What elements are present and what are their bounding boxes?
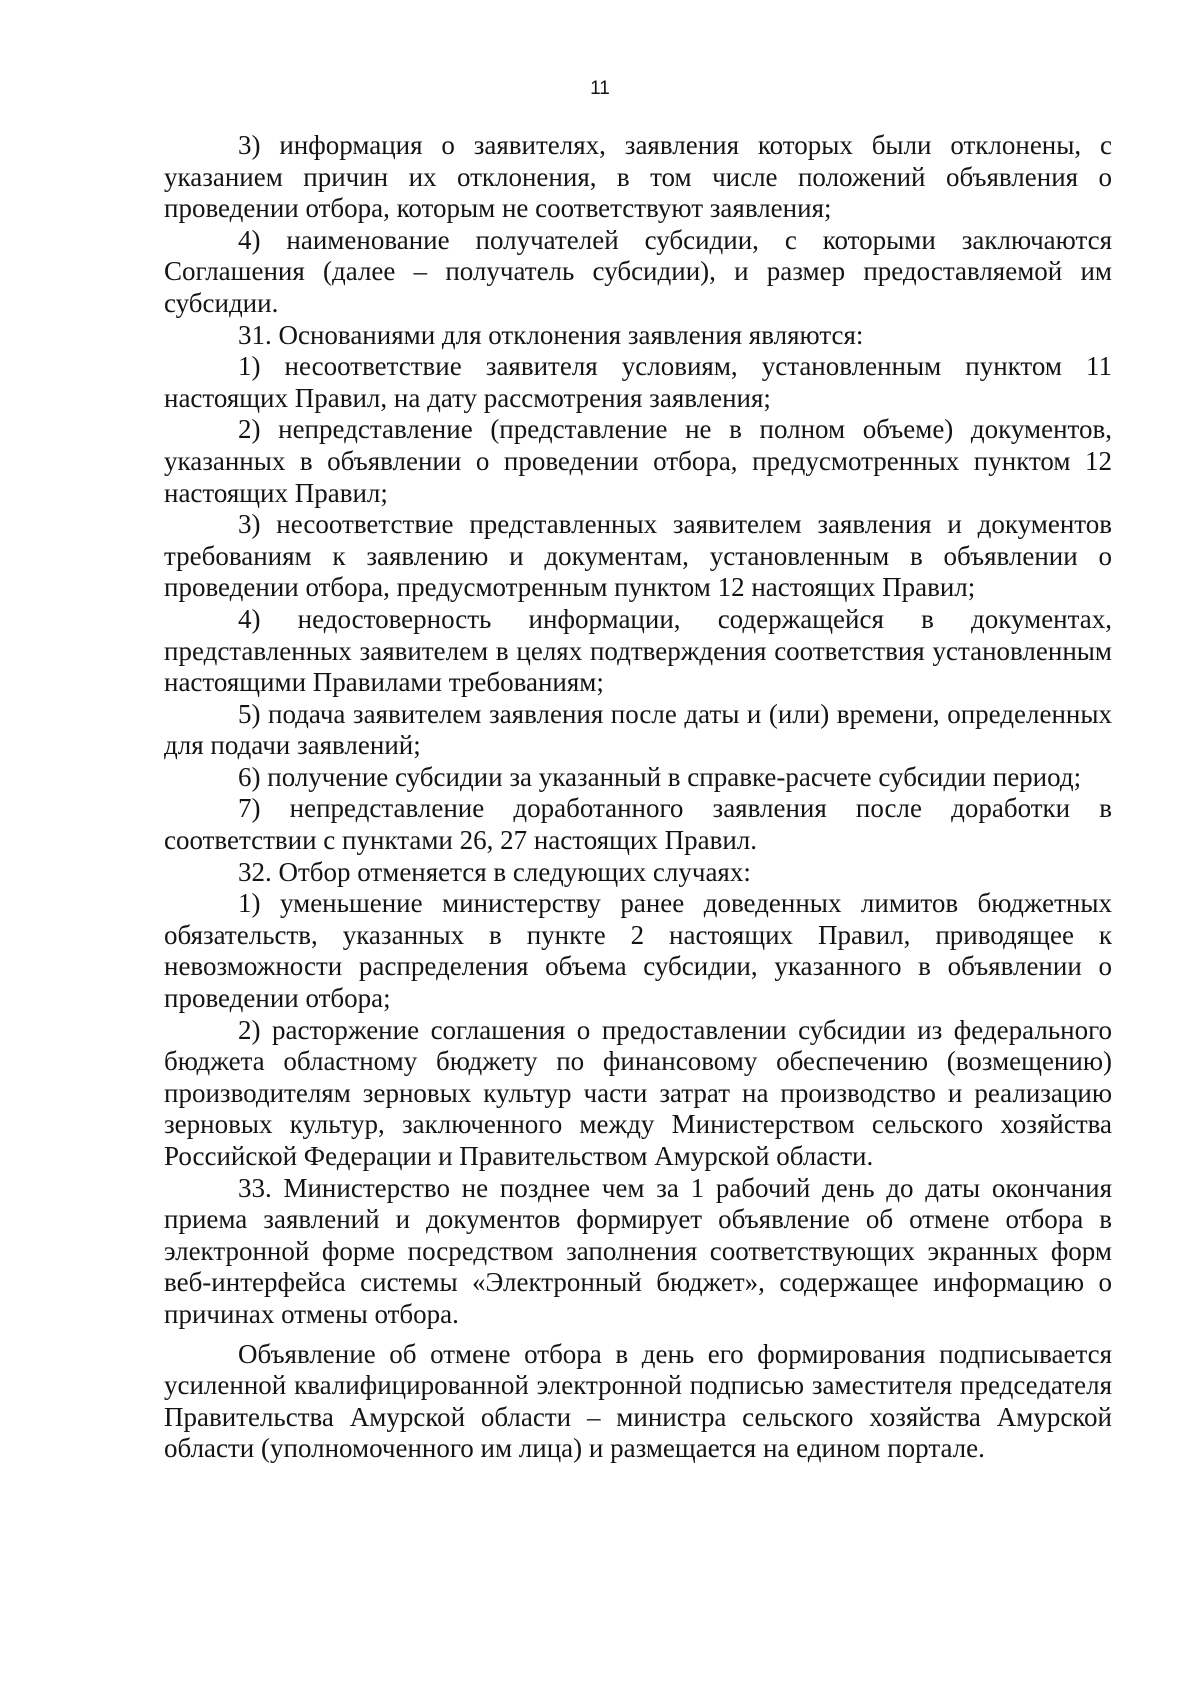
section-33-announcement: Объявление об отмене отбора в день его формирования подписывается усиленной квалифицированной электронной подписью заместителя председателя Правительства Амурской области – министра сельского хозяйства Амурской области (уполномоченного им лица) и размещается на едином портале. [164, 1338, 1112, 1464]
paragraph-4-subsidy-recipients: 4) наименование получателей субсидии, с которыми заключаются Соглашения (далее – получатель субсидии), и размер предоставляемой им субсидии. [164, 224, 1112, 318]
section-31-item-1: 1) несоответствие заявителя условиям, установленным пунктом 11 настоящих Правил, на дату рассмотрения заявления; [164, 351, 1112, 413]
page-number: 11 [590, 78, 610, 99]
section-32-item-1: 1) уменьшение министерству ранее доведенных лимитов бюджетных обязательств, указанных в пункте 2 настоящих Правил, приводящее к невозможности распределения объема субсидии, указанного в объявлении о проведении отбора; [164, 888, 1112, 1014]
section-31-heading: 31. Основаниями для отклонения заявления являются: [238, 319, 864, 350]
section-33: 33. Министерство не позднее чем за 1 рабочий день до даты окончания приема заявлений и документов формирует объявление об отмене отбора в электронной форме посредством заполнения соответствующих экранных форм веб-интерфейса системы «Электронный бюджет», содержащее информацию о причинах отмены отбора. [164, 1172, 1112, 1329]
paragraph-3-rejected-applicants: 3) информация о заявителях, заявления которых были отклонены, с указанием причин их отклонения, в том числе положений объявления о проведении отбора, которым не соответствуют заявления; [164, 130, 1112, 224]
section-31-item-6: 6) получение субсидии за указанный в справке-расчете субсидии период; [238, 761, 1082, 792]
document-body [164, 130, 1112, 1465]
section-32-heading: 32. Отбор отменяется в следующих случаях: [238, 856, 751, 887]
section-31-item-4: 4) недостоверность информации, содержащейся в документах, представленных заявителем в целях подтверждения соответствия установленным настоящими Правилами требованиям; [164, 603, 1112, 698]
section-31-item-2: 2) непредставление (представление не в полном объеме) документов, указанных в объявлении о проведении отбора, предусмотренных пунктом 12 настоящих Правил; [164, 414, 1112, 508]
section-31-item-3: 3) несоответствие представленных заявителем заявления и документов требованиям к заявлению и документам, установленным в объявлении о проведении отбора, предусмотренным пунктом 12 настоящих Правил; [164, 509, 1112, 603]
section-32-item-2: 2) расторжение соглашения о предоставлении субсидии из федерального бюджета областному бюджету по финансовому обеспечению (возмещению) производителям зерновых культур части затрат на производство и реализацию зерновых культур, заключенного между Министерством сельского хозяйства Российской Федерации и Правительством Амурской области. [164, 1014, 1112, 1171]
section-31-item-7: 7) непредставление доработанного заявления после доработки в соответствии с пунктами 26, 27 настоящих Правил. [164, 793, 1112, 856]
section-31-item-5: 5) подача заявителем заявления после даты и (или) времени, определенных для подачи заявлений; [164, 698, 1112, 761]
